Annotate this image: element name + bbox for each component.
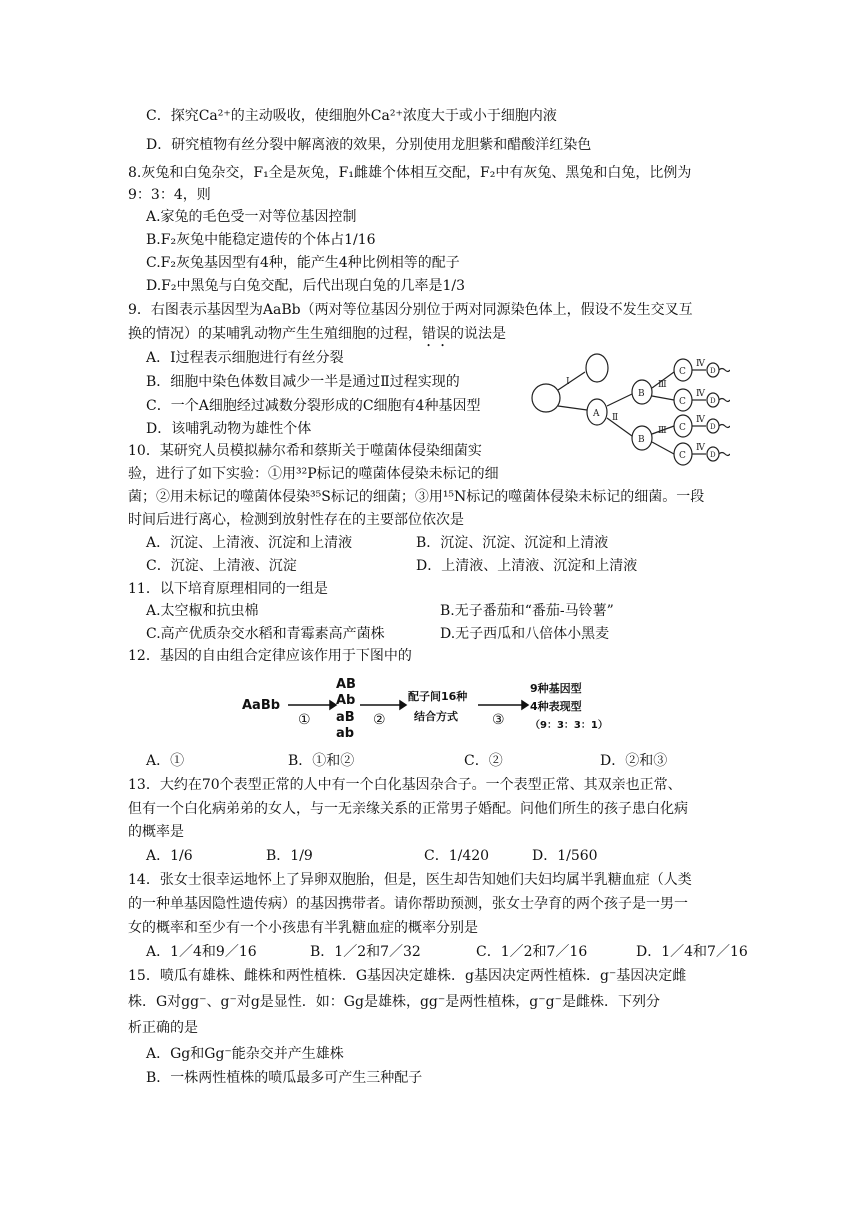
q14-option-b: B．1／2和7／32 [310,944,421,960]
q14-stem-line3: 女的概率和至少有一个小孩患有半乳糖血症的概率分别是 [128,920,478,936]
q15-stem-line3: 析正确的是 [128,1020,198,1036]
q15-stem-line2: 株．G对gg⁻、g⁻对g是显性．如：Gg是雄株，gg⁻是两性植株，g⁻g⁻是雌株．下列分 [128,994,660,1010]
q10-stem-line3: 菌；②用未标记的噬菌体侵染³⁵S标记的细菌；③用¹⁵N标记的噬菌体侵染未标记的细菌。一段 [128,489,705,505]
gamete-ab-mixed-2: aB [336,710,355,725]
parent-genotype: AaBb [242,698,281,713]
free-combination-diagram [240,674,640,740]
q8-stem-line1: 8.灰兔和白兔杂交，F₁全是灰兔，F₁雌雄个体相互交配，F₂中有灰兔、黑兔和白兔，比例为 [128,165,692,181]
result-line1: 9种基因型 [530,682,582,695]
q13-option-d: D．1/560 [532,848,598,864]
q8-stem-line2: 9：3：4，则 [128,187,211,203]
label-cell-d-3: D [710,423,716,431]
q12-option-c: C．② [464,753,503,769]
label-cell-d-1: D [710,367,716,375]
q12-stem: 12．基因的自由组合定律应该作用于下图中的 [128,648,412,664]
q11-option-d: D.无子西瓜和八倍体小黑麦 [440,626,610,642]
combo-line1: 配子间16种 [408,690,468,703]
label-roman-4-2: Ⅳ [696,389,705,399]
q9-option-b: B．细胞中染色体数目减少一半是通过Ⅱ过程实现的 [146,374,460,390]
q9-option-a: A．Ⅰ过程表示细胞进行有丝分裂 [146,350,344,366]
cell-start [532,384,560,412]
q11-stem: 11．以下培育原理相同的一组是 [128,581,328,597]
q15-stem-line1: 15．喷瓜有雄株、雌株和两性植株．G基因决定雄株．g基因决定两性植株．g⁻基因决定雌 [128,968,687,984]
q9-stem-line1: 9．右图表示基因型为AaBb（两对等位基因分别位于两对同源染色体上，假设不发生交叉互 [128,302,693,318]
q14-option-a: A．1／4和9／16 [146,944,257,960]
step-1: ① [298,712,311,728]
q13-option-b: B．1/9 [266,848,313,864]
gamete-ab-lower: ab [336,726,355,740]
label-roman-4-3: Ⅳ [696,415,705,425]
q13-option-c: C．1/420 [424,848,490,864]
label-cell-b-lower: B [638,435,645,445]
q13-stem-line1: 13．大约在70个表型正常的人中有一个白化基因杂合子。一个表型正常、其双亲也正常、 [128,777,682,793]
label-roman-4-1: Ⅳ [696,359,705,369]
q8-option-a: A.家兔的毛色受一对等位基因控制 [146,209,357,225]
label-cell-c-3: C [679,423,686,433]
q15-option-b: B．一株两性植株的喷瓜最多可产生三种配子 [146,1070,423,1086]
label-roman-2: Ⅱ [612,413,619,423]
q10-stem-line1: 10．某研究人员模拟赫尔希和蔡斯关于噬菌体侵染细菌实 [128,443,482,459]
step-2: ② [373,712,386,728]
q10-stem-line2: 验，进行了如下实验：①用³²P标记的噬菌体侵染未标记的细 [128,466,499,482]
result-line3: （9：3：3：1） [530,720,608,731]
q13-stem-line2: 但有一个白化病弟弟的女人，与一无亲缘关系的正常男子婚配。问他们所生的孩子患白化病 [128,801,688,817]
q8-option-d: D.F₂中黑兔与白兔交配，后代出现白兔的几率是1/3 [146,278,466,294]
q8-option-b: B.F₂灰兔中能稳定遗传的个体占1/16 [146,232,376,248]
q13-option-a: A．1/6 [146,848,193,864]
q12-option-b: B．①和② [288,753,355,769]
q10-option-b: B．沉淀、沉淀、沉淀和上清液 [416,535,609,551]
meiosis-diagram [530,350,730,470]
step-3: ③ [492,712,505,728]
label-cell-d-4: D [710,451,716,459]
q14-option-d: D．1／4和7／16 [636,944,748,960]
q9-stem-emphasis: 错误 [422,326,450,342]
cell-mitosis-result [586,354,608,382]
label-cell-c-4: C [679,451,686,461]
label-roman-4-4: Ⅳ [696,443,705,453]
q14-option-c: C．1／2和7／16 [476,944,588,960]
gamete-ab-upper: AB [336,677,356,692]
combo-line2: 结合方式 [414,710,458,723]
label-cell-d-2: D [710,397,716,405]
q10-option-a: A．沉淀、上清液、沉淀和上清液 [146,535,353,551]
q11-option-b: B.无子番茄和“番茄-马铃薯” [440,603,614,619]
label-roman-1: Ⅰ [566,377,570,387]
result-line2: 4种表现型 [530,700,582,713]
q12-option-a: A．① [146,753,185,769]
q9-option-c: C．一个A细胞经过减数分裂形成的C细胞有4种基因型 [146,398,481,414]
gamete-ab-mixed-1: Ab [336,693,356,708]
q7-option-c: C．探究Ca²⁺的主动吸收，使细胞外Ca²⁺浓度大于或小于细胞内液 [146,108,557,124]
q15-option-a: A．Gg和Gg⁻能杂交并产生雄株 [146,1046,344,1062]
q13-stem-line3: 的概率是 [128,824,184,840]
q9-stem-part3: 的说法是 [450,326,506,342]
q9-option-d: D．该哺乳动物为雄性个体 [146,421,312,437]
q10-stem-line4: 时间后进行离心，检测到放射性存在的主要部位依次是 [128,512,464,528]
q7-option-d: D．研究植物有丝分裂中解离液的效果，分别使用龙胆紫和醋酸洋红染色 [146,137,592,153]
q9-stem-part1: 换的情况）的某哺乳动物产生生殖细胞的过程， [128,326,422,342]
label-roman-3-upper: Ⅲ [658,380,667,390]
q10-option-c: C．沉淀、上清液、沉淀 [146,558,297,574]
q11-option-c: C.高产优质杂交水稻和青霉素高产菌株 [146,626,385,642]
q11-option-a: A.太空椒和抗虫棉 [146,603,259,619]
label-cell-c-2: C [679,397,686,407]
label-cell-a: A [593,409,600,419]
label-cell-b-upper: B [638,389,645,399]
label-roman-3-lower: Ⅲ [658,426,667,436]
q9-stem-line2 [128,324,506,350]
q14-stem-line2: 的一种单基因隐性遗传病）的基因携带者。请你帮助预测，张女士孕育的两个孩子是一男一 [128,896,688,912]
q8-option-c: C.F₂灰兔基因型有4种，能产生4种比例相等的配子 [146,255,460,271]
q12-option-d: D．②和③ [600,753,668,769]
q14-stem-line1: 14．张女士很幸运地怀上了异卵双胞胎，但是，医生却告知她们夫妇均属半乳糖血症（人类 [128,872,692,888]
label-cell-c-1: C [679,367,686,377]
q10-option-d: D．上清液、上清液、沉淀和上清液 [416,558,638,574]
